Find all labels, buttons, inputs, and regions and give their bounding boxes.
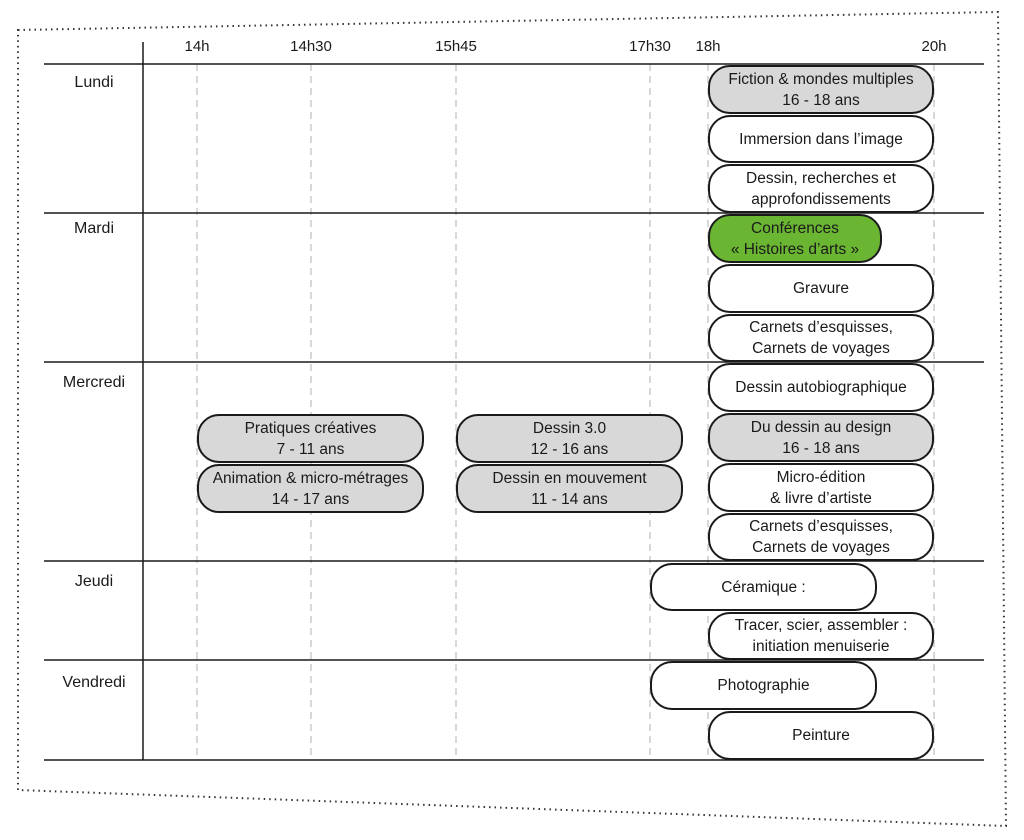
workshop-fiction-mondes-multiples[interactable]: Fiction & mondes multiples 16 - 18 ans xyxy=(708,65,934,114)
workshop-dessin-en-mouvement[interactable]: Dessin en mouvement 11 - 14 ans xyxy=(456,464,683,513)
workshop-ceramique[interactable]: Céramique : xyxy=(650,563,877,611)
workshop-gravure[interactable]: Gravure xyxy=(708,264,934,313)
workshop-conferences-histoires-darts[interactable]: Conférences « Histoires d’arts » xyxy=(708,214,882,263)
workshop-immersion-dans-limage[interactable]: Immersion dans l’image xyxy=(708,115,934,163)
workshop-dessin-autobiographique[interactable]: Dessin autobiographique xyxy=(708,363,934,412)
day-label-vendredi: Vendredi xyxy=(62,674,126,691)
workshop-pratiques-creatives[interactable]: Pratiques créatives 7 - 11 ans xyxy=(197,414,424,463)
workshop-photographie[interactable]: Photographie xyxy=(650,661,877,710)
time-label-14h30: 14h30 xyxy=(290,38,332,55)
time-label-20h: 20h xyxy=(921,38,947,55)
day-label-mardi: Mardi xyxy=(73,220,114,237)
workshop-peinture[interactable]: Peinture xyxy=(708,711,934,760)
workshop-dessin-recherches[interactable]: Dessin, recherches et approfondissements xyxy=(708,164,934,213)
time-label-18h: 18h xyxy=(695,38,721,55)
workshop-micro-edition[interactable]: Micro-édition & livre d’artiste xyxy=(708,463,934,512)
day-label-mercredi: Mercredi xyxy=(62,374,126,391)
workshop-carnets-esquisses-mercredi[interactable]: Carnets d’esquisses, Carnets de voyages xyxy=(708,513,934,561)
workshop-initiation-menuiserie[interactable]: Tracer, scier, assembler : initiation menuiserie xyxy=(708,612,934,660)
time-label-15h45: 15h45 xyxy=(435,38,477,55)
workshop-animation-micro-metrages[interactable]: Animation & micro-métrages 14 - 17 ans xyxy=(197,464,424,513)
workshop-du-dessin-au-design[interactable]: Du dessin au design 16 - 18 ans xyxy=(708,413,934,462)
day-label-jeudi: Jeudi xyxy=(74,573,114,590)
workshop-dessin-3-0[interactable]: Dessin 3.0 12 - 16 ans xyxy=(456,414,683,463)
day-label-lundi: Lundi xyxy=(74,74,114,91)
time-label-17h30: 17h30 xyxy=(629,38,671,55)
workshop-carnets-esquisses-mardi[interactable]: Carnets d’esquisses, Carnets de voyages xyxy=(708,314,934,362)
time-label-14h: 14h xyxy=(184,38,210,55)
